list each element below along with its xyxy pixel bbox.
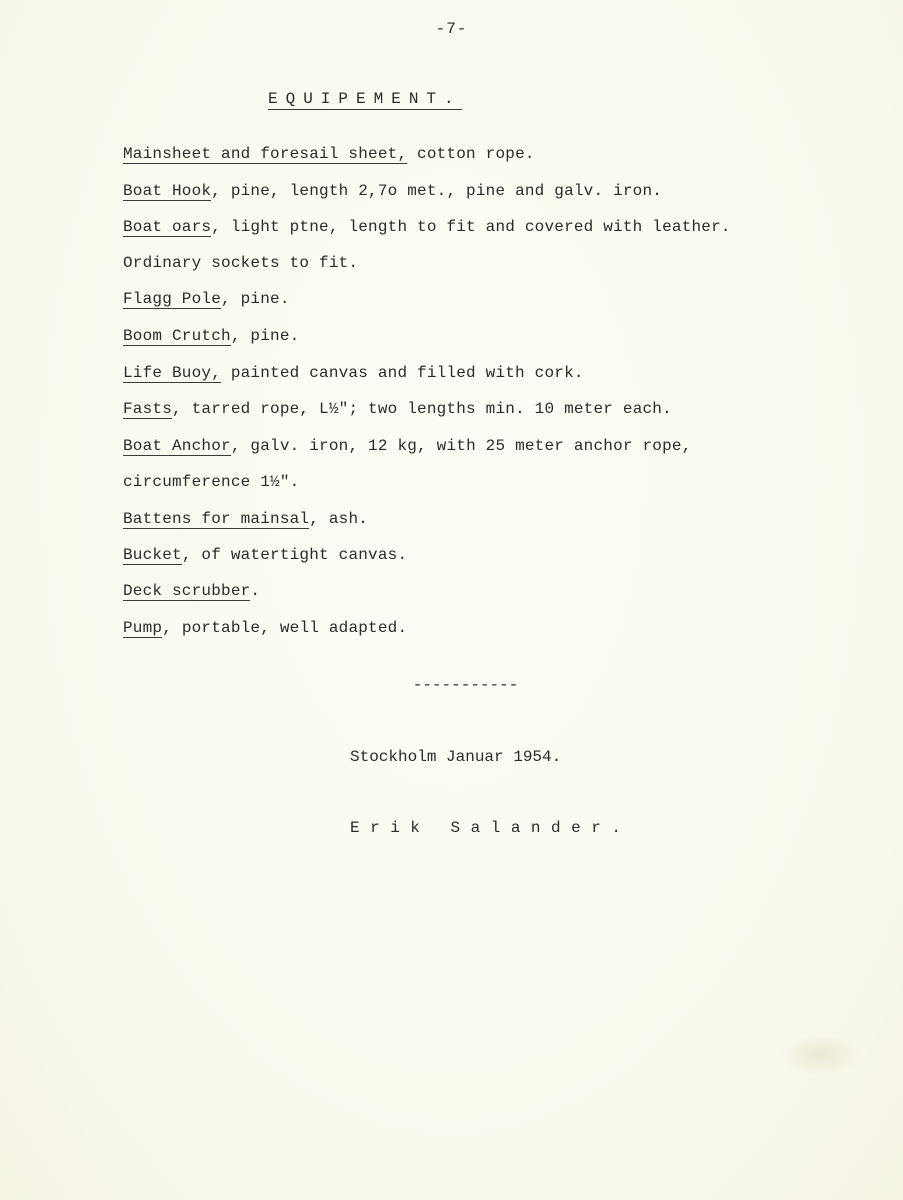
item-description: circumference 1½". xyxy=(123,473,300,491)
equipment-item xyxy=(123,218,731,236)
item-term: Boom Crutch xyxy=(123,327,231,345)
equipment-item xyxy=(123,437,692,455)
item-term: Flagg Pole xyxy=(123,290,222,308)
item-description: . xyxy=(250,582,261,600)
item-term: Fasts xyxy=(123,400,173,418)
section-heading-text: EQUIPEMENT. xyxy=(268,90,462,108)
section-heading xyxy=(268,90,462,108)
page-number: -7- xyxy=(435,20,468,38)
equipment-item xyxy=(123,364,584,382)
item-term: Battens for mainsal xyxy=(123,510,310,528)
equipment-item xyxy=(123,619,407,637)
item-description: , pine, length 2,7o met., pine and galv. iron. xyxy=(211,182,663,200)
place-and-date: Stockholm Januar 1954. xyxy=(350,748,562,766)
item-term: Pump xyxy=(123,619,163,637)
item-term: Deck scrubber xyxy=(123,582,251,600)
item-description: , pine. xyxy=(221,290,290,308)
item-description: , of watertight canvas. xyxy=(181,546,408,564)
item-description: , portable, well adapted. xyxy=(162,619,408,637)
item-term: Life Buoy, xyxy=(123,364,222,382)
item-description: , galv. iron, 12 kg, with 25 meter anchor rope, xyxy=(230,437,692,455)
item-description: , light ptne, length to fit and covered with leather. xyxy=(211,218,731,236)
item-description: , tarred rope, L½"; two lengths min. 10 meter each. xyxy=(172,400,672,418)
item-term: Bucket xyxy=(123,546,182,564)
equipment-item xyxy=(123,182,662,200)
equipment-item xyxy=(123,145,535,163)
separator-line xyxy=(0,676,903,694)
equipment-item xyxy=(123,327,299,345)
item-term: Boat oars xyxy=(123,218,212,236)
equipment-item xyxy=(123,254,358,272)
equipment-item xyxy=(123,290,290,308)
equipment-item xyxy=(123,473,299,491)
equipment-item xyxy=(123,582,260,600)
item-description: painted canvas and filled with cork. xyxy=(221,364,584,382)
item-description: cotton rope. xyxy=(407,145,535,163)
signature: Erik Salander. xyxy=(350,819,632,837)
equipment-item xyxy=(123,510,368,528)
item-description: Ordinary sockets to fit. xyxy=(123,254,359,272)
equipment-item xyxy=(123,400,672,418)
item-term: Mainsheet and foresail sheet, xyxy=(123,145,408,163)
equipment-item xyxy=(123,546,407,564)
item-description: , ash. xyxy=(309,510,369,528)
item-term: Boat Hook xyxy=(123,182,212,200)
item-description: , pine. xyxy=(230,327,300,345)
separator-text: ----------- xyxy=(412,676,519,694)
paper-stain xyxy=(780,1035,860,1075)
item-term: Boat Anchor xyxy=(123,437,231,455)
